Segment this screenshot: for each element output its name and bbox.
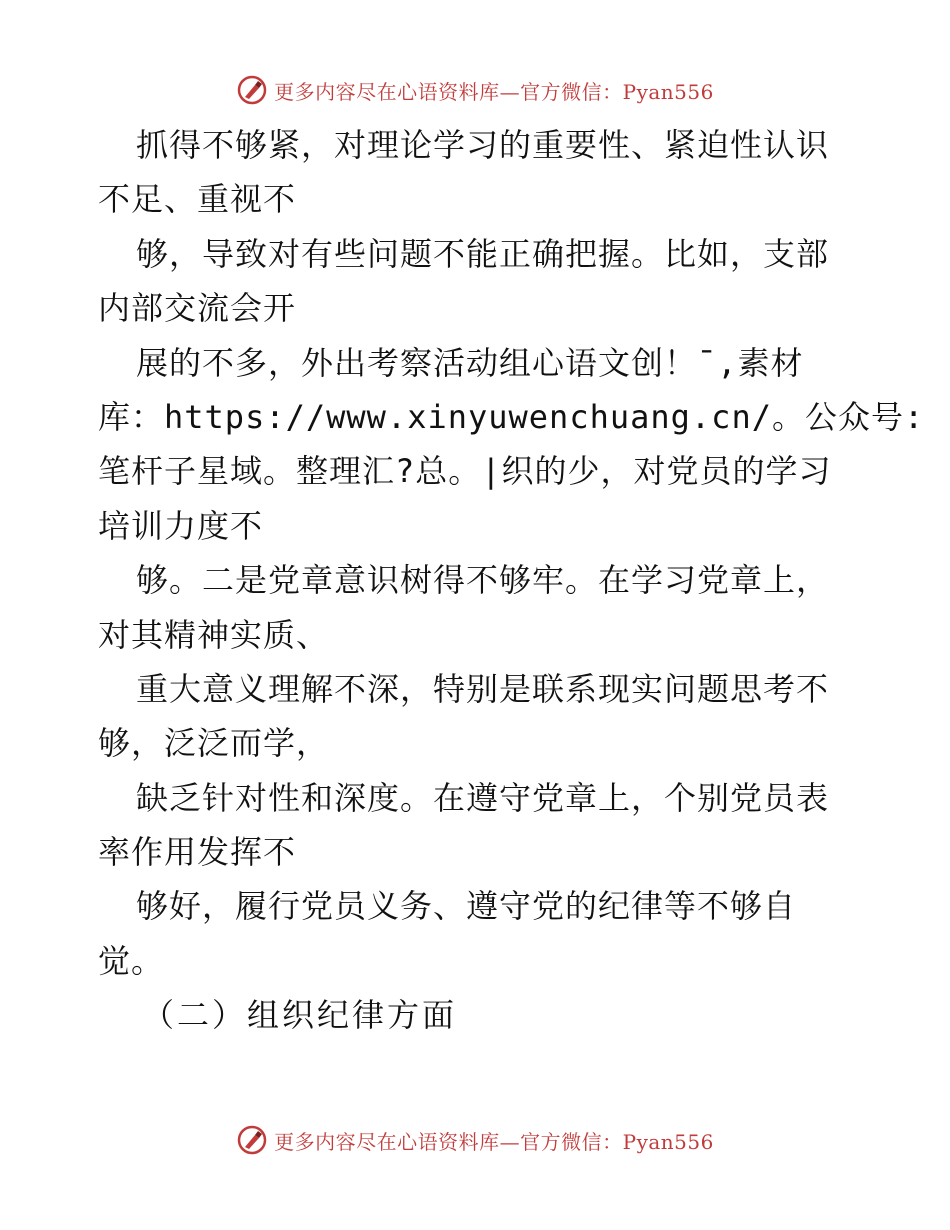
text-line: 够。二是党章意识树得不够牢。在学习党章上， bbox=[136, 561, 830, 600]
text-line: 笔杆子星域。整理汇?总。|织的少，对党员的学习 bbox=[98, 452, 832, 491]
text-line: 不足、重视不 bbox=[98, 180, 297, 219]
text-line: 觉。 bbox=[98, 941, 165, 980]
text-line: 库：https://www.xinyuwenchuang.cn/。公众号: bbox=[98, 397, 925, 436]
watermark-wechat-label: 官方微信： bbox=[520, 1129, 623, 1154]
watermark-wechat-id: Pyan556 bbox=[622, 1129, 714, 1154]
header-watermark bbox=[0, 70, 950, 110]
watermark-text bbox=[274, 1126, 714, 1155]
text-line: 够好，履行党员义务、遵守党的纪律等不够自 bbox=[136, 887, 797, 926]
watermark-separator: — bbox=[499, 1129, 521, 1154]
text-line: 缺乏针对性和深度。在遵守党章上，个别党员表 bbox=[136, 778, 830, 817]
text-line: 对其精神实质、 bbox=[98, 615, 330, 654]
text-line: 率作用发挥不 bbox=[98, 833, 297, 872]
watermark-separator: — bbox=[499, 79, 521, 104]
watermark-text bbox=[274, 76, 714, 105]
text-line: 抓得不够紧，对理论学习的重要性、紧迫性认识 bbox=[136, 126, 830, 164]
text-line: 够，泛泛而学， bbox=[98, 724, 330, 763]
pen-circle-logo-icon bbox=[236, 1124, 268, 1156]
document-body bbox=[98, 118, 925, 1043]
text-line: 够，导致对有些问题不能正确把握。比如，支部 bbox=[136, 234, 830, 273]
text-line: 培训力度不 bbox=[98, 506, 264, 545]
pen-circle-logo-icon bbox=[236, 74, 268, 106]
text-line: 内部交流会开 bbox=[98, 289, 297, 328]
watermark-wechat-id: Pyan556 bbox=[622, 79, 714, 104]
text-line: 展的不多，外出考察活动组心语文创！¯,素材 bbox=[136, 343, 804, 382]
text-line: 重大意义理解不深，特别是联系现实问题思考不 bbox=[136, 669, 830, 708]
watermark-wechat-label: 官方微信： bbox=[520, 79, 623, 104]
section-heading: （二）组织纪律方面 bbox=[142, 996, 458, 1035]
footer-watermark bbox=[0, 1120, 950, 1160]
watermark-site-text: 更多内容尽在心语资料库 bbox=[274, 79, 500, 104]
watermark-site-text: 更多内容尽在心语资料库 bbox=[274, 1129, 500, 1154]
